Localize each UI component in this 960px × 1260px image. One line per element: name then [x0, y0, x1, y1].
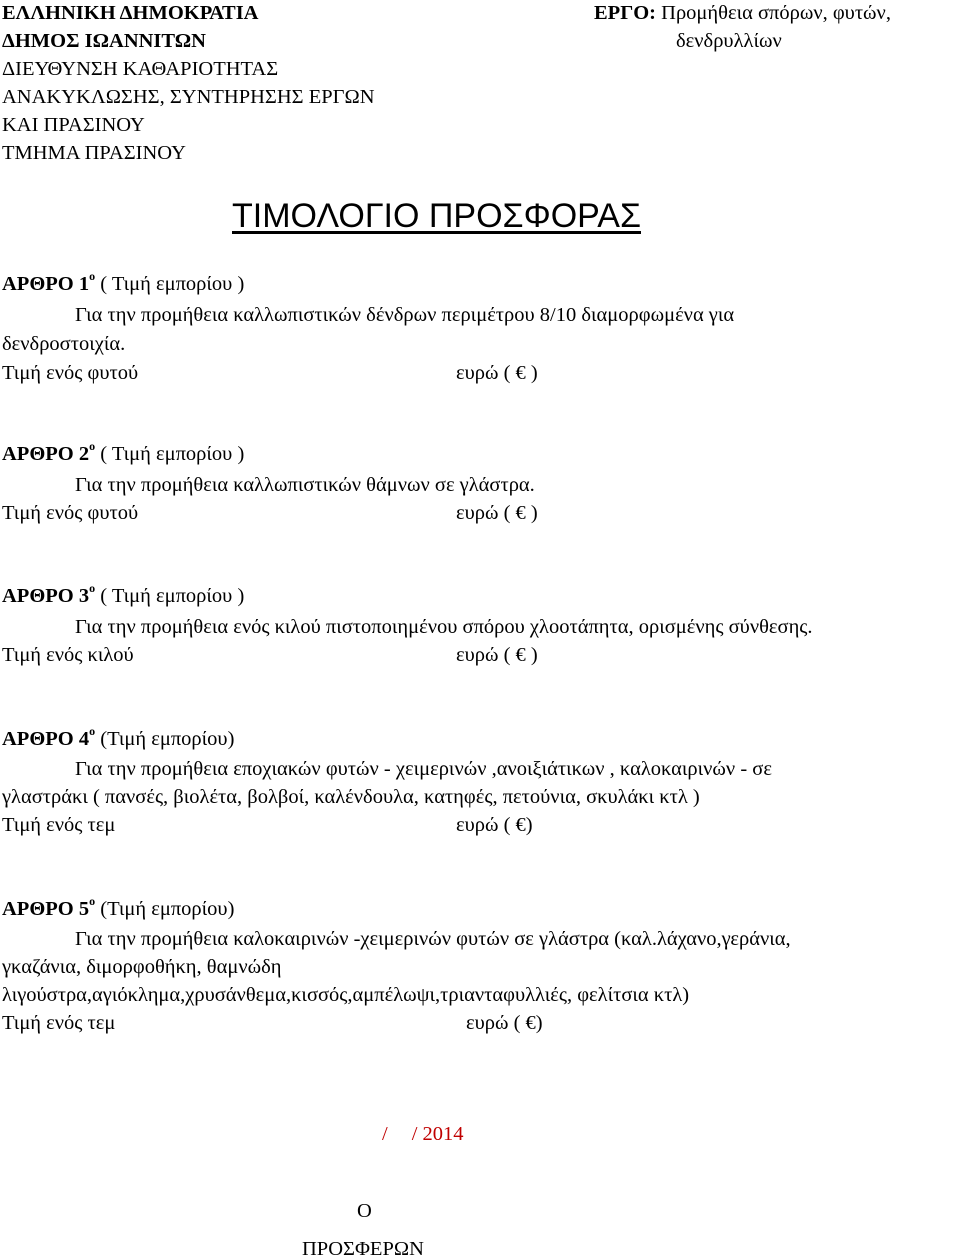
article-text-line: Για την προμήθεια ενός κιλού πιστοποιημένου σπόρου χλοοτάπητα, ορισμένης σύνθεσης.	[75, 616, 813, 638]
header-line: ΤΜΗΜΑ ΠΡΑΣΙΝΟΥ	[2, 142, 186, 164]
price-label: Τιμή ενός τεμ	[2, 814, 116, 836]
signature-line: Ο	[357, 1200, 372, 1222]
header-line: ΕΛΛΗΝΙΚΗ ΔΗΜΟΚΡΑΤΙΑ	[2, 2, 259, 24]
article-text-line: γκαζάνια, διμορφοθήκη, θαμνώδη	[2, 956, 282, 978]
article-text-line: Για την προμήθεια εποχιακών φυτών - χειμερινών ,ανοιξιάτικων , καλοκαιρινών - σε	[75, 758, 772, 780]
price-field: ευρώ ( € )	[456, 502, 538, 524]
article-heading: ΑΡΘΡΟ $3^o$ ( Τιμή εμπορίου )	[2, 581, 245, 607]
price-label: Τιμή ενός φυτού	[2, 502, 139, 524]
price-label: Τιμή ενός τεμ	[2, 1012, 116, 1034]
article-heading: ΑΡΘΡΟ $5^o$ (Τιμή εμπορίου)	[2, 894, 235, 920]
article-text-line: Για την προμήθεια καλλωπιστικών δένδρων περιμέτρου 8/10 διαμορφωμένα για	[75, 304, 735, 326]
article-heading: ΑΡΘΡΟ $4^o$ (Τιμή εμπορίου)	[2, 724, 235, 750]
price-field: ευρώ ( €)	[466, 1012, 543, 1034]
article-text-line: Για την προμήθεια καλλωπιστικών θάμνων σε γλάστρα.	[75, 474, 535, 496]
article-heading: ΑΡΘΡΟ $1^o$ ( Τιμή εμπορίου )	[2, 269, 245, 295]
article-heading: ΑΡΘΡΟ $2^o$ ( Τιμή εμπορίου )	[2, 439, 245, 465]
date-part: / 2014	[411, 1123, 464, 1145]
header-line: ΔΗΜΟΣ ΙΩΑΝΝΙΤΩΝ	[2, 30, 206, 52]
page-title: ΤΙΜΟΛΟΓΙΟ ΠΡΟΣΦΟΡΑΣ	[232, 197, 641, 235]
price-field: ευρώ ( €)	[456, 814, 533, 836]
price-field: ευρώ ( € )	[456, 362, 538, 384]
price-field: ευρώ ( € )	[456, 644, 538, 666]
price-label: Τιμή ενός φυτού	[2, 362, 139, 384]
price-label: Τιμή ενός κιλού	[2, 644, 134, 666]
signature-line: ΠΡΟΣΦΕΡΩΝ	[302, 1238, 424, 1260]
article-text-line: Για την προμήθεια καλοκαιρινών -χειμερινών φυτών σε γλάστρα (καλ.λάχανο,γεράνια,	[75, 928, 791, 950]
header-line: ΑΝΑΚΥΚΛΩΣΗΣ, ΣΥΝΤΗΡΗΣΗΣ ΕΡΓΩΝ	[2, 86, 375, 108]
project-text: Προμήθεια σπόρων, φυτών,	[656, 2, 891, 24]
header-line: ΔΙΕΥΘΥΝΣΗ ΚΑΘΑΡΙΟΤΗΤΑΣ	[2, 58, 279, 80]
date-line	[382, 1124, 464, 1145]
article-text-line: λιγούστρα,αγιόκλημα,χρυσάνθεμα,κισσός,αμπέλωψι,τριανταφυλλιές, φελίτσια κτλ)	[2, 984, 690, 1006]
project-label: ΕΡΓΟ:	[594, 2, 657, 24]
date-part: /	[382, 1123, 388, 1145]
article-text-line: δενδροστοιχία.	[2, 333, 126, 355]
project-text-line2: δενδρυλλίων	[676, 30, 782, 52]
header-line: ΚΑΙ ΠΡΑΣΙΝΟΥ	[2, 114, 145, 136]
project-label-line	[594, 3, 891, 24]
article-text-line: γλαστράκι ( πανσές, βιολέτα, βολβοί, καλένδουλα, κατηφές, πετούνια, σκυλάκι κτλ )	[2, 786, 700, 808]
